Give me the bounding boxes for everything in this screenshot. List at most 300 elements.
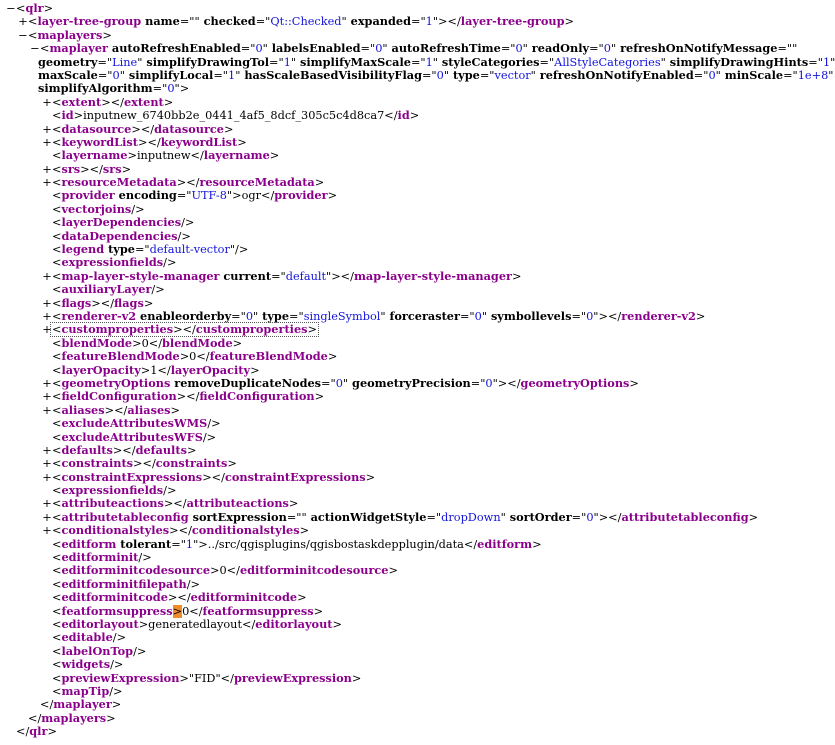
punctuation: > [179, 671, 189, 685]
tree-node[interactable] [0, 645, 758, 658]
tree-node[interactable] [0, 283, 758, 296]
punctuation: " [500, 510, 506, 524]
punctuation: > [106, 711, 116, 725]
tag-name: fieldConfiguration [61, 389, 177, 404]
collapse-toggle-icon[interactable]: − [6, 2, 16, 15]
tag-name: resourceMetadata [199, 175, 315, 190]
tree-node[interactable] [0, 725, 758, 738]
attribute-value: 0 [335, 376, 343, 390]
tree-node[interactable] [0, 41, 798, 56]
expand-toggle-icon[interactable]: + [42, 135, 52, 149]
punctuation: < [52, 135, 62, 149]
punctuation: > [73, 109, 84, 123]
tree-node[interactable] [0, 618, 758, 631]
node-content [52, 457, 237, 470]
punctuation: =" [808, 55, 823, 69]
tree-node[interactable] [0, 551, 758, 564]
punctuation: < [52, 149, 62, 163]
tag-name: geometryOptions [520, 375, 630, 390]
attribute-name: refreshOnNotifyMessage [616, 41, 778, 56]
punctuation: < [52, 269, 62, 283]
punctuation: > [143, 296, 154, 310]
attribute-value: 0 [586, 510, 594, 524]
punctuation: =" [231, 309, 246, 323]
expand-toggle-icon[interactable]: + [42, 122, 52, 136]
punctuation: ></ [131, 122, 155, 136]
node-content [52, 297, 153, 310]
tree-node[interactable] [0, 2, 758, 15]
punctuation: > [695, 309, 706, 323]
attribute-value: 1 [228, 68, 236, 82]
tag-name: layerDependencies [61, 215, 182, 230]
punctuation: =" [213, 68, 228, 82]
tree-node[interactable] [0, 685, 758, 698]
node-content [52, 471, 375, 484]
tree-node[interactable] [0, 538, 758, 551]
tag-name: defaults [61, 442, 113, 457]
punctuation: > [170, 403, 180, 417]
node-content [52, 672, 361, 685]
punctuation: "></ [326, 269, 354, 283]
punctuation: =" [783, 68, 798, 82]
punctuation: ></ [104, 403, 128, 417]
tag-name: expressionfields [61, 483, 164, 498]
tree-node[interactable] [0, 497, 758, 510]
tag-name: legend [61, 242, 105, 257]
punctuation: < [52, 658, 62, 672]
node-content [52, 149, 279, 162]
punctuation: " [380, 309, 386, 323]
punctuation: < [52, 336, 62, 350]
punctuation: < [52, 376, 62, 390]
tree-node[interactable] [0, 404, 758, 417]
node-content [52, 350, 337, 363]
tree-node[interactable] [0, 564, 758, 577]
punctuation: =" [410, 15, 426, 29]
tag-name: mapTip [61, 683, 110, 698]
text-node: 0 [219, 564, 227, 578]
tree-node[interactable] [0, 337, 758, 350]
attribute-name: minScale [720, 67, 784, 82]
attribute-value: default [285, 269, 326, 283]
tag-name: customproperties [61, 322, 174, 337]
punctuation: /> [181, 216, 195, 230]
expand-toggle-icon[interactable]: + [42, 390, 52, 404]
node-content [52, 109, 419, 122]
tree-node[interactable] [0, 243, 758, 256]
punctuation: < [52, 95, 62, 109]
punctuation: /> [186, 577, 201, 591]
text-node: "FID" [188, 671, 221, 685]
tree-node[interactable] [0, 216, 758, 229]
node-content [52, 538, 542, 551]
tree-node[interactable] [0, 96, 758, 109]
punctuation: > [388, 564, 398, 578]
tag-name: layername [61, 148, 128, 163]
tag-name: blendMode [61, 335, 133, 350]
text-node: ogr [241, 189, 261, 203]
attribute-name: autoRefreshTime [387, 41, 501, 56]
tree-node[interactable] [0, 698, 758, 711]
xml-tree-view [0, 1, 835, 739]
attribute-name: maxScale [38, 67, 98, 82]
text-node: inputnew_6740bb2e_0441_4af5_8dcf_305c5c4d8ca7 [83, 109, 385, 123]
tree-node[interactable] [0, 109, 758, 122]
node-content [52, 605, 323, 618]
punctuation: </ [226, 564, 240, 578]
tag-name: previewExpression [61, 670, 180, 685]
punctuation: > [332, 617, 342, 631]
tag-name: excludeAttributesWFS [61, 429, 203, 444]
attribute-name: simplifyDrawingTol [142, 54, 270, 69]
punctuation: /> [109, 684, 123, 698]
attribute-name: labelsEnabled [267, 41, 361, 56]
tree-node[interactable] [0, 377, 758, 390]
attribute-value: 0 [515, 42, 523, 56]
punctuation: </ [261, 189, 275, 203]
punctuation: ></ [173, 323, 196, 337]
tag-name: datasource [154, 121, 224, 136]
attribute-name: tolerant [116, 536, 172, 551]
node-content [52, 524, 309, 537]
node-content [16, 725, 57, 738]
tag-name: maplayer [49, 41, 108, 56]
punctuation: =" [240, 42, 256, 56]
punctuation: > [111, 698, 122, 712]
tree-line-continuation [0, 67, 834, 82]
tree-node[interactable] [0, 431, 758, 444]
attribute-name: enableorderby [136, 308, 232, 323]
punctuation: "></ [492, 376, 521, 390]
punctuation: ></ [91, 296, 115, 310]
punctuation: =" [571, 309, 587, 323]
node-content [52, 163, 131, 176]
tree-node[interactable] [0, 203, 758, 216]
punctuation: "></ [432, 15, 461, 29]
punctuation: /> [202, 430, 217, 444]
punctuation: =" [479, 68, 495, 82]
punctuation: </ [157, 363, 171, 377]
punctuation: < [52, 591, 62, 605]
punctuation: > [43, 2, 54, 15]
node-content [52, 230, 191, 243]
attribute-value: 0 [708, 68, 716, 82]
expand-toggle-icon[interactable]: + [18, 15, 28, 29]
tag-name: blendMode [162, 335, 233, 350]
tree-node[interactable] [0, 511, 758, 524]
attribute-value: 1 [425, 55, 433, 69]
punctuation: > [210, 564, 220, 578]
tag-name: editforminit [61, 550, 139, 565]
punctuation: =" [421, 68, 437, 82]
attribute-name: simplifyAlgorithm [38, 81, 153, 96]
tree-node[interactable] [0, 524, 758, 537]
punctuation: " [253, 309, 259, 323]
punctuation: =" [360, 42, 376, 56]
punctuation: > [102, 28, 112, 42]
expand-toggle-icon[interactable]: + [42, 376, 52, 390]
punctuation: "> [226, 189, 242, 203]
attribute-name: symbollevels [487, 308, 572, 323]
node-content [52, 337, 242, 350]
tree-node[interactable] [0, 256, 758, 269]
punctuation: < [52, 323, 62, 337]
punctuation: < [52, 577, 62, 591]
punctuation: < [52, 470, 62, 484]
tree-node[interactable] [0, 591, 758, 604]
attribute-value: 0 [436, 68, 444, 82]
cursor-highlight: > [172, 604, 183, 618]
punctuation: > [297, 591, 307, 605]
punctuation: < [52, 122, 62, 136]
tree-node[interactable] [0, 672, 758, 685]
tree-node[interactable] [0, 163, 758, 176]
punctuation: > [532, 537, 542, 551]
attribute-value: 0 [245, 309, 254, 323]
punctuation: </ [148, 336, 163, 350]
punctuation: > [365, 470, 376, 484]
punctuation: < [52, 524, 62, 538]
expand-toggle-icon[interactable]: + [42, 497, 52, 511]
expand-toggle-icon[interactable]: + [42, 176, 52, 190]
punctuation: > [121, 162, 132, 176]
punctuation: > [47, 725, 57, 739]
punctuation: < [52, 457, 62, 471]
punctuation: </ [242, 617, 256, 631]
tree-node[interactable] [0, 457, 758, 470]
punctuation: > [227, 457, 237, 471]
tag-name: expressionfields [61, 255, 164, 270]
node-content [52, 176, 324, 189]
node-content [52, 364, 260, 377]
punctuation: > [224, 122, 234, 136]
punctuation: < [16, 2, 26, 15]
attribute-value: 1 [425, 15, 433, 29]
node-content [52, 431, 216, 444]
tag-name: flags [61, 295, 92, 310]
punctuation: " [530, 68, 536, 82]
collapse-toggle-icon[interactable]: − [30, 42, 40, 56]
expand-toggle-icon[interactable]: + [42, 510, 52, 524]
expand-toggle-icon[interactable]: + [42, 296, 52, 310]
node-content [40, 42, 797, 55]
tree-node[interactable] [0, 323, 758, 336]
text-node: inputnew [136, 149, 191, 163]
attribute-name: sortExpression [188, 509, 287, 524]
tag-name: featureBlendMode [61, 349, 180, 364]
tree-node[interactable] [0, 658, 758, 671]
node-content [38, 82, 189, 95]
punctuation: " [830, 55, 835, 69]
tree-node[interactable] [0, 444, 758, 457]
punctuation: > [232, 336, 243, 350]
punctuation: < [52, 631, 62, 645]
punctuation: </ [190, 149, 204, 163]
tree-node[interactable] [0, 350, 758, 363]
tag-name: provider [274, 188, 328, 203]
punctuation: > [163, 95, 174, 109]
punctuation: < [52, 176, 62, 190]
tree-node[interactable] [0, 189, 758, 202]
punctuation: > [237, 135, 247, 149]
punctuation: < [40, 42, 50, 56]
punctuation: > [409, 109, 420, 123]
tree-node[interactable] [0, 123, 758, 136]
punctuation: =" [539, 55, 555, 69]
tag-name: customproperties [195, 322, 308, 337]
punctuation: " [194, 15, 200, 29]
tag-name: conditionalstyles [61, 523, 170, 538]
tree-line-continuation [0, 54, 835, 69]
expand-toggle-icon[interactable]: + [42, 443, 52, 457]
punctuation: > [138, 617, 149, 631]
attribute-name: simplifyDrawingHints [665, 54, 809, 69]
punctuation: > [179, 350, 190, 364]
tag-name: dataDependencies [61, 228, 178, 243]
punctuation: "></ [593, 309, 622, 323]
tree-node[interactable] [0, 605, 758, 618]
tree-node[interactable] [0, 712, 758, 725]
punctuation: =" [97, 68, 113, 82]
tag-name: editforminitfilepath [61, 576, 187, 591]
punctuation: < [52, 229, 62, 243]
punctuation: < [52, 551, 62, 565]
punctuation: " [660, 55, 666, 69]
punctuation: ></ [176, 390, 200, 404]
tree-node[interactable] [0, 578, 758, 591]
tree-node[interactable] [0, 176, 758, 189]
node-content [52, 511, 758, 524]
punctuation: " [432, 55, 438, 69]
punctuation: > [140, 363, 151, 377]
node-content [52, 270, 521, 283]
node-content [52, 484, 176, 497]
punctuation: < [52, 243, 62, 257]
punctuation: < [52, 256, 62, 270]
tree-node[interactable] [0, 471, 758, 484]
tree-node[interactable] [0, 230, 758, 243]
punctuation: " [382, 42, 388, 56]
tag-name: srs [102, 161, 122, 176]
attribute-name: encoding [114, 188, 177, 203]
node-content [52, 377, 639, 390]
punctuation: </ [384, 109, 398, 123]
collapse-toggle-icon[interactable]: − [18, 28, 28, 42]
punctuation: /> [110, 658, 124, 672]
tag-name: extent [123, 94, 164, 109]
tag-name: datasource [61, 121, 132, 136]
punctuation: > [327, 350, 338, 364]
attribute-name: name [141, 14, 180, 29]
node-content [52, 390, 324, 403]
expand-toggle-icon[interactable]: + [42, 470, 52, 484]
attribute-value: 0 [167, 82, 175, 96]
tag-name: extent [61, 94, 102, 109]
punctuation: "> [174, 82, 190, 96]
node-content [40, 698, 121, 711]
attribute-value: 1 [822, 55, 831, 69]
tag-name: maplayer [53, 697, 112, 712]
tree-node[interactable] [0, 136, 758, 149]
punctuation: =" [500, 42, 516, 56]
tag-name: geometryOptions [61, 375, 171, 390]
punctuation: </ [189, 604, 203, 618]
tree-node[interactable] [0, 364, 758, 377]
expand-toggle-icon[interactable]: + [42, 269, 52, 283]
tag-name: resourceMetadata [61, 175, 177, 190]
punctuation: > [511, 269, 522, 283]
attribute-name: styleCategories [438, 54, 540, 69]
punctuation: " [342, 376, 349, 390]
tag-name: editorlayout [61, 616, 139, 631]
punctuation: > [288, 497, 299, 511]
punctuation: < [52, 604, 62, 618]
punctuation: > [351, 671, 362, 685]
expand-toggle-icon[interactable]: + [42, 309, 52, 323]
punctuation: /> [131, 202, 145, 216]
node-content [52, 645, 146, 658]
punctuation: < [52, 537, 62, 551]
punctuation: > [314, 176, 325, 190]
punctuation: /> [133, 644, 147, 658]
tree-node[interactable] [0, 149, 758, 162]
punctuation: > [186, 443, 197, 457]
attribute-value: 1 [185, 537, 194, 551]
punctuation: /> [138, 551, 152, 565]
node-content [52, 417, 221, 430]
punctuation: </ [40, 698, 54, 712]
expand-toggle-icon[interactable]: + [42, 524, 52, 538]
tree-node[interactable] [0, 417, 758, 430]
tag-name: attributeactions [186, 496, 289, 511]
punctuation: =" [426, 510, 442, 524]
tag-name: map-layer-style-manager [61, 268, 220, 283]
punctuation: ></ [163, 497, 187, 511]
punctuation: < [52, 684, 62, 698]
tree-node[interactable] [0, 15, 758, 28]
expand-toggle-icon[interactable]: + [42, 323, 52, 337]
attribute-name: removeDuplicateNodes [170, 375, 322, 390]
punctuation: < [52, 283, 62, 297]
attribute-value: 0 [485, 376, 493, 390]
tree-node[interactable] [0, 29, 758, 42]
attribute-value: 0 [603, 42, 611, 56]
tree-node[interactable] [0, 484, 758, 497]
tag-name: featureBlendMode [209, 349, 328, 364]
tree-node[interactable] [0, 390, 758, 403]
expand-toggle-icon[interactable]: + [42, 403, 52, 417]
tree-node[interactable] [0, 270, 758, 283]
tag-name: constraintExpressions [61, 469, 203, 484]
tree-node[interactable] [0, 297, 758, 310]
tag-name: maplayers [41, 710, 107, 725]
punctuation: ="" [286, 510, 307, 524]
tag-name: constraints [155, 456, 228, 471]
expand-toggle-icon[interactable]: + [42, 457, 52, 471]
punctuation: > [307, 323, 317, 337]
expand-toggle-icon[interactable]: + [42, 162, 52, 176]
expand-toggle-icon[interactable]: + [42, 95, 52, 109]
punctuation: > [299, 524, 310, 538]
punctuation: /> [163, 484, 177, 498]
attribute-value: 1 [283, 55, 291, 69]
tag-name: maplayers [37, 27, 103, 42]
tree-node[interactable] [0, 631, 758, 644]
tree-node[interactable] [0, 310, 758, 323]
tag-name: defaults [135, 442, 187, 457]
punctuation: /> [163, 256, 177, 270]
node-content [52, 564, 398, 577]
